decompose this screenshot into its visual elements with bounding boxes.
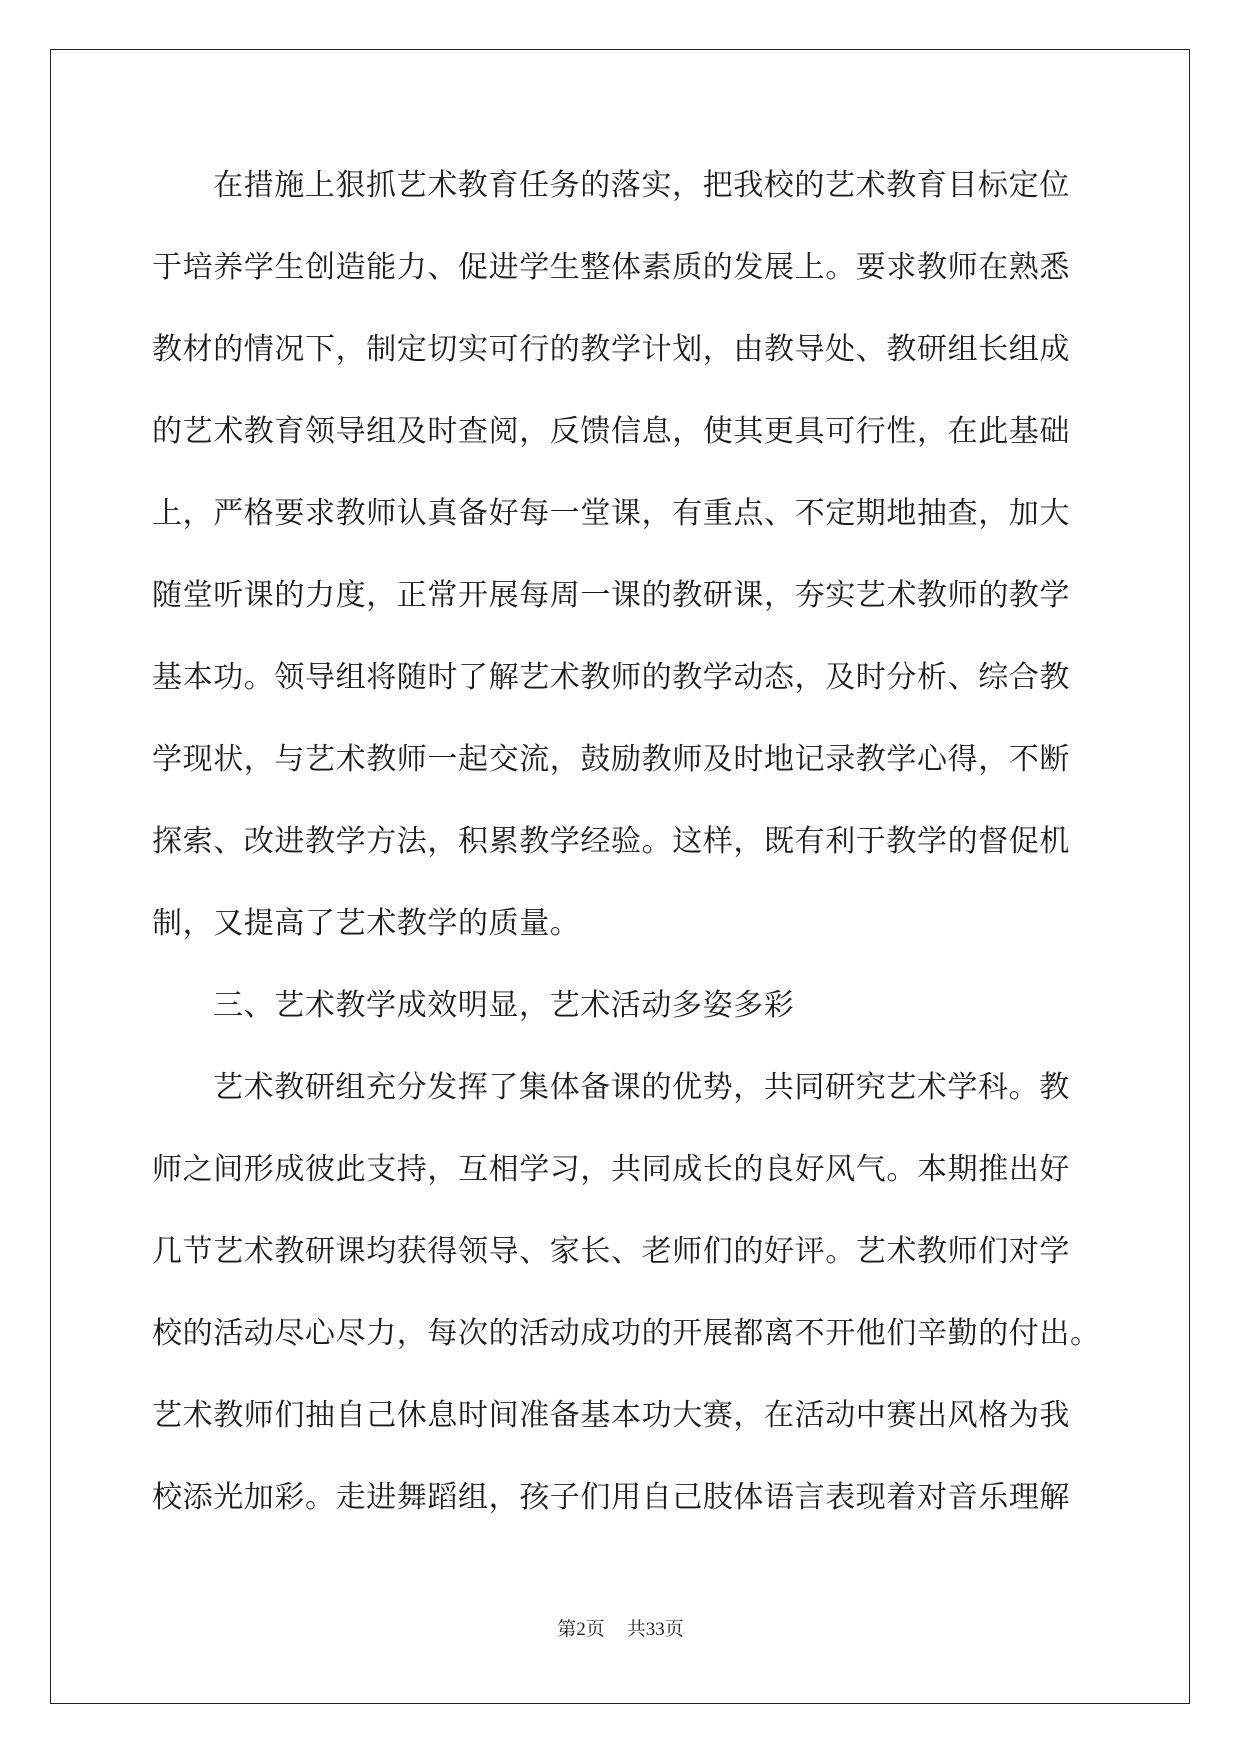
- text-line: 于培养学生创造能力、促进学生整体素质的发展上。要求教师在熟悉: [152, 250, 1070, 285]
- page-footer: [0, 1614, 1241, 1641]
- text-line: 学现状，与艺术教师一起交流，鼓励教师及时地记录教学心得，不断: [152, 742, 1070, 777]
- text-line: 制，又提高了艺术教学的质量。: [152, 906, 581, 941]
- text-line: 探索、改进教学方法，积累教学经验。这样，既有利于教学的督促机: [152, 824, 1070, 859]
- text-line: 校的活动尽心尽力，每次的活动成功的开展都离不开他们辛勤的付出。: [152, 1316, 1101, 1351]
- text-line: 艺术教师们抽自己休息时间准备基本功大赛，在活动中赛出风格为我: [152, 1398, 1070, 1433]
- text-line: 几节艺术教研课均获得领导、家长、老师们的好评。艺术教师们对学: [152, 1234, 1070, 1269]
- text-line: 在措施上狠抓艺术教育任务的落实，把我校的艺术教育目标定位: [213, 168, 1070, 203]
- text-line: 的艺术教育领导组及时查阅，反馈信息，使其更具可行性，在此基础: [152, 414, 1070, 449]
- text-line: 随堂听课的力度，正常开展每周一课的教研课，夯实艺术教师的教学: [152, 578, 1070, 613]
- document-body: [152, 162, 1101, 1556]
- text-line: 校添光加彩。走进舞蹈组，孩子们用自己肢体语言表现着对音乐理解: [152, 1480, 1070, 1515]
- page-number: 第2页: [557, 1619, 605, 1640]
- text-line: 基本功。领导组将随时了解艺术教师的教学动态，及时分析、综合教: [152, 660, 1070, 695]
- text-line: 教材的情况下，制定切实可行的教学计划，由教导处、教研组长组成: [152, 332, 1070, 367]
- text-line: 上，严格要求教师认真备好每一堂课，有重点、不定期地抽查，加大: [152, 496, 1070, 531]
- text-line: 艺术教研组充分发挥了集体备课的优势，共同研究艺术学科。教: [213, 1070, 1070, 1105]
- text-line: 师之间形成彼此支持，互相学习，共同成长的良好风气。本期推出好: [152, 1152, 1070, 1187]
- text-line: 三、艺术教学成效明显，艺术活动多姿多彩: [213, 988, 795, 1023]
- total-pages: 共33页: [626, 1619, 684, 1640]
